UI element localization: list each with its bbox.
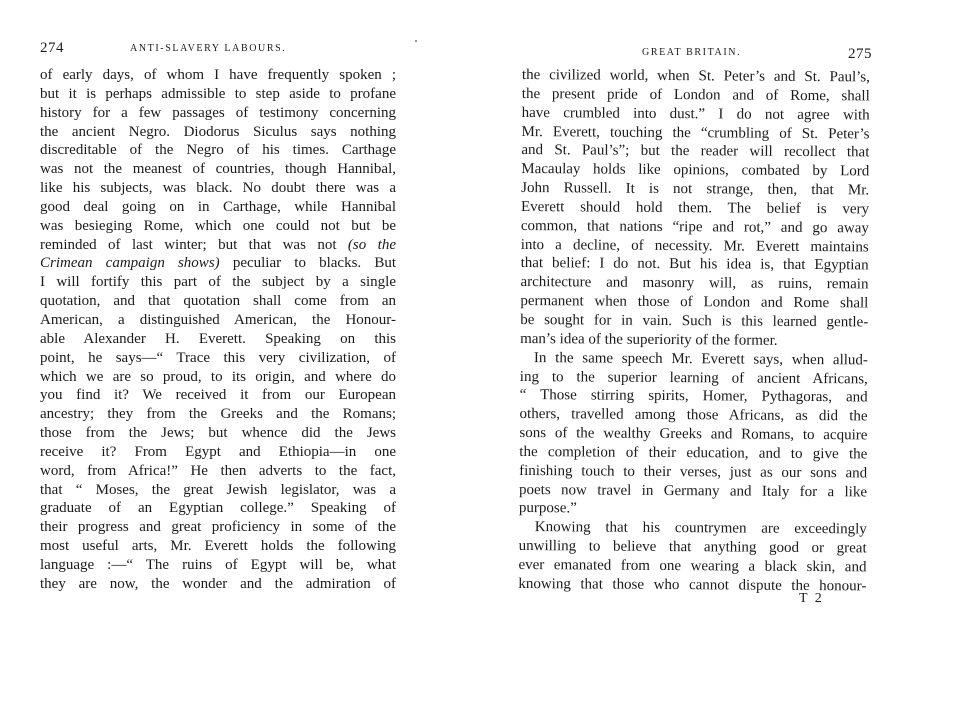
left-page [0,0,470,710]
text-line: “ Those stirring spirits, Homer, Pythagoras, and [519,387,868,406]
text-line: word, from Africa!” He then adverts to the fact, [40,462,396,479]
right-text-column [518,66,870,596]
text-line: you find it? We received it from our European [40,387,396,404]
left-header [40,40,400,60]
text-line: was besieging Rome, which one could not but be [40,217,396,234]
text-line: unwilling to believe that anything good or great [518,538,867,557]
text-line: quotation, and that quotation shall come from an [40,293,396,310]
text-line: finishing touch to their verses, just as our sons and [519,462,868,482]
text-line: their progress and great proficiency in some of the [40,519,396,536]
text-run: peculiar to blacks. But [232,255,396,272]
text-line: receive it? From Egypt and Ethiopia—in one [40,443,396,460]
scan-speck [415,40,417,42]
text-run: reminded of last winter; but that was not [40,236,337,253]
text-line: knowing that those who cannot dispute the honour- [518,575,867,595]
text-line: the present pride of London and of Rome, shall [521,85,870,105]
text-line: permanent when those of London and Rome shall [520,293,869,312]
text-line: others, travelled among those Africans, as did the [519,406,868,425]
text-line: graduate of an Egyptian college.” Speaking of [40,500,396,517]
text-line: of early days, of whom I have frequently spoken ; [40,67,396,83]
text-line: good deal going on in Carthage, while Hannibal [40,198,396,215]
text-line: language :—“ The ruins of Egypt will be, what [40,556,396,573]
text-line: have crumbled into dust.” I do not agree with [521,104,870,124]
text-line: history for a few passages of testimony concerning [40,104,396,121]
italic-text: (so the [347,236,396,253]
running-title: ANTI-SLAVERY LABOURS. [130,43,287,54]
text-line-mixed [40,236,396,255]
text-line: man’s idea of the superiority of the former. [520,330,778,349]
page-number: 274 [40,40,64,56]
text-line: ever emanated from one wearing a black skin, and [518,556,867,576]
page-number: 275 [848,46,872,62]
text-line: that “ Moses, the great Jewish legislator, was a [40,481,396,498]
text-line: Macaulay holds like opinions, combated by Lord [521,161,870,180]
text-line: the completion of their education, and to give the [519,443,868,463]
signature-mark: T 2 [799,591,824,606]
right-page [490,0,980,710]
text-line: ancestry; they from the Greeks and the Romans; [40,406,396,423]
text-line: the civilized world, when St. Peter’s and St. Paul’s, [521,66,870,86]
text-line: I will fortify this part of the subject by a single [40,274,396,291]
text-line: American, a distinguished American, the Honour- [40,311,396,328]
text-line: able Alexander H. Everett. Speaking on this [40,330,396,347]
text-line-mixed [40,254,396,273]
text-line: which we are so proud, to its origin, and where do [40,368,396,385]
text-line: common, that nations “ripe and rot,” and go away [520,217,869,237]
text-line: like his subjects, was black. No doubt there was a [40,180,396,197]
text-line: sons of the wealthy Greeks and Romans, to acquire [519,425,868,444]
text-line: Mr. Everett, touching the “crumbling of St. Peter’s [521,123,870,142]
text-line: but it is perhaps admissible to step aside to profane [40,85,396,102]
text-line: Knowing that his countrymen are exceedingly [534,519,867,538]
text-line: and St. Paul’s”; but the reader will recollect that [521,142,870,161]
text-line: point, he says—“ Trace this very civilization, of [40,349,396,366]
text-line: poets now travel in Germany and Italy for a like [518,481,868,500]
text-line: those from the Jews; but whence did the Jews [40,425,396,442]
text-line: ing to the superior learning of ancient Africans, [519,368,868,387]
text-line: purpose.” [518,500,577,517]
italic-text: Crimean campaign shows) [40,255,220,272]
right-header [522,40,872,60]
text-line: discreditable of the Negro of his times. Carthage [40,142,396,159]
text-line: the ancient Negro. Diodorus Siculus says nothing [40,123,396,140]
text-line: In the same speech Mr. Everett says, when allud- [533,349,869,369]
text-line: into a decline, of necessity. Mr. Everett maintains [520,236,869,256]
text-line: John Russell. It is not strange, then, that Mr. [521,180,870,199]
text-line: architecture and masonry will, as ruins, remain [520,274,869,293]
text-line: most useful arts, Mr. Everett holds the following [40,538,396,555]
text-line: that belief: I do not. But his idea is, that Egyptian [520,255,869,274]
text-line: be sought for in vain. Such is this learned gentle- [520,311,869,331]
running-title: GREAT BRITAIN. [642,47,742,58]
text-line: was not the meanest of countries, though Hannibal, [40,161,396,178]
text-line: they are now, the wonder and the admiration of [40,575,396,592]
left-text-column [40,66,396,594]
text-line: Everett should hold them. The belief is very [520,198,870,218]
